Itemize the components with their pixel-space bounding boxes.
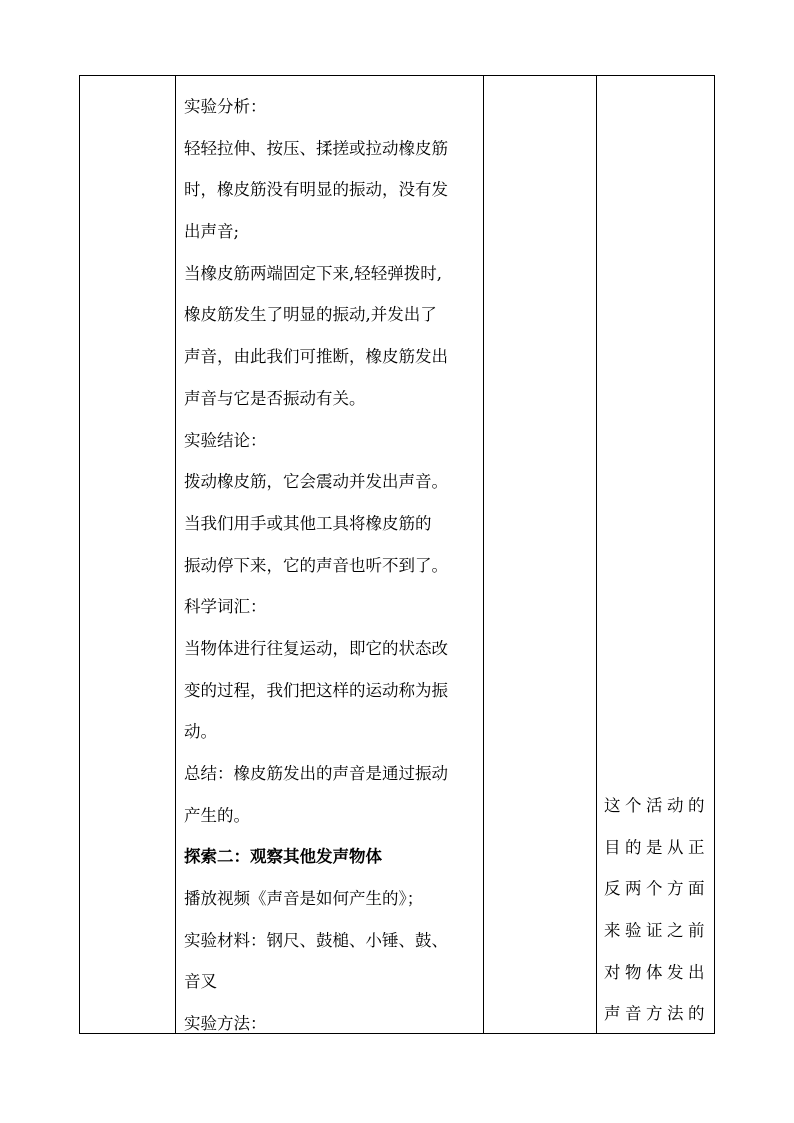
note-line: 反两个方面: [604, 879, 709, 899]
content-line: 轻轻拉伸、按压、揉搓或拉动橡皮筋: [184, 138, 448, 158]
content-line: 播放视频《声音是如何产生的》；: [184, 889, 424, 909]
section-heading: 探索二：观察其他发声物体: [184, 847, 382, 867]
content-line: 振动停下来，它的声音也听不到了。: [184, 555, 448, 575]
content-line: 实验结论：: [184, 430, 267, 450]
content-line: 拨动橡皮筋，它会震动并发出声音。: [184, 472, 448, 492]
content-line: 科学词汇：: [184, 597, 267, 617]
content-line: 橡皮筋发生了明显的振动,并发出了: [184, 305, 437, 325]
content-line: 实验材料：钢尺、鼓槌、小锤、鼓、: [184, 930, 448, 950]
content-line: 当物体进行往复运动，即它的状态改: [184, 638, 448, 658]
content-line: 动。: [184, 722, 217, 742]
note-line: 目的是从正: [604, 837, 709, 857]
content-line: 出声音;: [184, 222, 240, 242]
content-line: 产生的。: [184, 805, 250, 825]
column-divider: [175, 76, 176, 1033]
content-line: 当我们用手或其他工具将橡皮筋的: [184, 513, 432, 533]
content-line: 声音与它是否振动有关。: [184, 388, 366, 408]
note-line: 对物体发出: [604, 962, 709, 982]
content-line: 音叉: [184, 972, 217, 992]
content-line: 声音，由此我们可推断，橡皮筋发出: [184, 347, 448, 367]
design-intent-column: [604, 785, 712, 1035]
note-line: 这个活动的: [604, 796, 709, 815]
teaching-content-column: [184, 86, 484, 1045]
lesson-plan-table: [79, 75, 715, 1034]
note-line: 声音方法的: [604, 1004, 709, 1024]
content-line: 当橡皮筋两端固定下来,轻轻弹拨时,: [184, 263, 442, 283]
content-line: 实验方法：: [184, 1014, 267, 1034]
content-line: 时，橡皮筋没有明显的振动，没有发: [184, 180, 448, 200]
content-line: 实验分析：: [184, 97, 267, 116]
note-line: 来验证之前: [604, 921, 709, 941]
column-divider: [596, 76, 597, 1033]
content-line: 总结：橡皮筋发出的声音是通过振动: [184, 764, 448, 783]
content-line: 变的过程，我们把这样的运动称为振: [184, 680, 448, 700]
